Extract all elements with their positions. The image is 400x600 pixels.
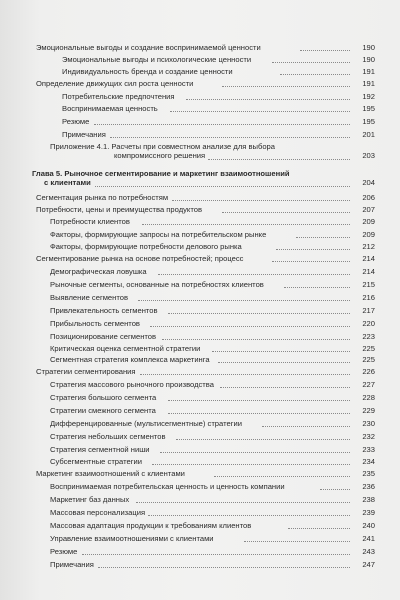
- dot-leader: [208, 159, 350, 160]
- toc-entry-title: Примечания: [62, 130, 106, 139]
- toc-entry-title: Факторы, формирующие запросы на потребительском рынке: [50, 230, 267, 239]
- dot-leader: [110, 137, 350, 138]
- toc-entry-title: Факторы, формирующие потребности делового рынка: [50, 242, 242, 251]
- toc-entry-title: Индивидуальность бренда и создание ценности: [62, 67, 233, 76]
- toc-entry-page: 195: [362, 104, 375, 113]
- dot-leader: [160, 452, 350, 453]
- toc-entry-title: Управление взаимоотношениями с клиентами: [50, 534, 214, 543]
- dot-leader: [172, 200, 350, 201]
- toc-entry-page: 190: [362, 55, 375, 64]
- toc-entry-page: 232: [362, 432, 375, 441]
- dot-leader: [158, 274, 350, 275]
- toc-entry-title: Демографическая ловушка: [50, 267, 147, 276]
- toc-entry-page: 238: [362, 495, 375, 504]
- toc-entry-title: Стратегия сегментной ниши: [50, 445, 150, 454]
- toc-entry-title: Стратегия массового рыночного производства: [50, 380, 214, 389]
- toc-entry-title: Выявление сегментов: [50, 293, 128, 302]
- toc-entry-page: 192: [362, 92, 375, 101]
- dot-leader: [276, 249, 350, 250]
- toc-entry-page: 229: [362, 406, 375, 415]
- dot-leader: [95, 186, 350, 187]
- dot-leader: [220, 387, 350, 388]
- toc-entry-title: Потребности, цены и преимущества продуктов: [36, 205, 202, 214]
- dot-leader: [82, 554, 350, 555]
- dot-leader: [168, 413, 350, 414]
- toc-entry-page: 228: [362, 393, 375, 402]
- toc-entry-page: 216: [362, 293, 375, 302]
- toc-entry-page: 226: [362, 367, 375, 376]
- dot-leader: [148, 515, 350, 516]
- toc-entry-page: 240: [362, 521, 375, 530]
- toc-entry-title: Субсегментные стратегии: [50, 457, 142, 466]
- toc-entry-page: 217: [362, 306, 375, 315]
- toc-entry-page: 225: [362, 355, 375, 364]
- toc-entry-page: 227: [362, 380, 375, 389]
- dot-leader: [300, 50, 350, 51]
- dot-leader: [296, 237, 350, 238]
- toc-entry-page: 239: [362, 508, 375, 517]
- toc-entry-page: 203: [362, 151, 375, 160]
- dot-leader: [136, 502, 350, 503]
- toc-entry-title: Определение движущих сил роста ценности: [36, 79, 194, 88]
- toc-entry-title: Стратегия большого сегмента: [50, 393, 157, 402]
- toc-entry-title: Позиционирование сегментов: [50, 332, 157, 341]
- dot-leader: [168, 400, 350, 401]
- toc-entry-page: 230: [362, 419, 375, 428]
- dot-leader: [142, 224, 350, 225]
- dot-leader: [244, 541, 350, 542]
- toc-entry-page: 225: [362, 344, 375, 353]
- dot-leader: [280, 74, 350, 75]
- toc-entry-page: 223: [362, 332, 375, 341]
- dot-leader: [170, 111, 350, 112]
- chapter-title-continued: с клиентами: [44, 177, 91, 187]
- toc-entry-page: 214: [362, 254, 375, 263]
- toc-entry-title: Дифференцированные (мультисегментные) стратегии: [50, 419, 242, 428]
- toc-entry-title: Воспринимаемая ценность: [62, 104, 158, 113]
- chapter-title: Глава 5. Рыночное сегментирование и маркетинг взаимоотношений: [32, 169, 290, 178]
- toc-entry-page: 204: [362, 178, 375, 187]
- toc-entry-title: Привлекательность сегментов: [50, 306, 158, 315]
- toc-entry-page: 234: [362, 457, 375, 466]
- toc-entry-page: 209: [362, 230, 375, 239]
- toc-entry-title: Массовая персонализация: [50, 508, 146, 517]
- toc-entry-title: Сегментация рынка по потребностям: [36, 193, 169, 202]
- toc-entry-page: 201: [362, 130, 375, 139]
- toc-entry-page: 207: [362, 205, 375, 214]
- dot-leader: [212, 351, 350, 352]
- toc-entry-page: 235: [362, 469, 375, 478]
- dot-leader: [162, 339, 350, 340]
- dot-leader: [222, 212, 350, 213]
- toc-entry-title: Резюме: [62, 117, 90, 126]
- toc-entry-title: Резюме: [50, 547, 78, 556]
- toc-entry-page: 191: [362, 67, 375, 76]
- toc-entry-title: Воспринимаемая потребительская ценность и ценность компании: [50, 482, 285, 491]
- toc-entry-title: Приложение 4.1. Расчеты при совместном анализе для выбора: [50, 142, 275, 151]
- toc-entry-page: 191: [362, 79, 375, 88]
- toc-entry-page: 220: [362, 319, 375, 328]
- toc-entry-title: Сегментирование рынка на основе потребностей; процесс: [36, 254, 244, 263]
- dot-leader: [272, 62, 350, 63]
- toc-entry-title: Критическая оценка сегментной стратегии: [50, 344, 201, 353]
- toc-entry-title: Сегментная стратегия комплекса маркетинга: [50, 355, 210, 364]
- toc-entry-title-continued: компромиссного решения: [114, 150, 206, 160]
- dot-leader: [150, 326, 350, 327]
- toc-entry-title: Примечания: [50, 560, 94, 569]
- toc-entry-page: 190: [362, 43, 375, 52]
- toc-entry-page: 215: [362, 280, 375, 289]
- dot-leader: [138, 300, 350, 301]
- toc-entry-title: Стратегия небольших сегментов: [50, 432, 166, 441]
- dot-leader: [94, 124, 350, 125]
- toc-entry-title: Рыночные сегменты, основанные на потребностях клиентов: [50, 280, 264, 289]
- toc-entry-page: 209: [362, 217, 375, 226]
- toc-entry-page: 236: [362, 482, 375, 491]
- toc-entry-page: 214: [362, 267, 375, 276]
- toc-entry-page: 247: [362, 560, 375, 569]
- toc-entry-page: 212: [362, 242, 375, 251]
- dot-leader: [218, 362, 350, 363]
- toc-entry-page: 206: [362, 193, 375, 202]
- toc-entry-title: Эмоциональные выгоды и психологические ценности: [62, 55, 252, 64]
- toc-entry-title: Потребительские предпочтения: [62, 92, 175, 101]
- toc-entry-title: Стратегии смежного сегмента: [50, 406, 156, 415]
- toc-entry-title: Маркетинг баз данных: [50, 495, 130, 504]
- toc-entry-title: Потребности клиентов: [50, 217, 130, 226]
- toc-entry-title: Стратегии сегментирования: [36, 367, 136, 376]
- toc-entry-page: 195: [362, 117, 375, 126]
- dot-leader: [288, 528, 350, 529]
- dot-leader: [140, 374, 350, 375]
- dot-leader: [262, 426, 350, 427]
- dot-leader: [176, 439, 350, 440]
- dot-leader: [98, 567, 350, 568]
- dot-leader: [284, 287, 350, 288]
- dot-leader: [222, 86, 350, 87]
- toc-entry-page: 233: [362, 445, 375, 454]
- toc-entry-page: 241: [362, 534, 375, 543]
- toc-entry-page: 243: [362, 547, 375, 556]
- dot-leader: [168, 313, 350, 314]
- dot-leader: [214, 476, 350, 477]
- dot-leader: [186, 99, 350, 100]
- toc-entry-title: Эмоциональные выгоды и создание воспринимаемой ценности: [36, 43, 261, 52]
- toc-entry-title: Прибыльность сегментов: [50, 319, 140, 328]
- dot-leader: [152, 464, 350, 465]
- dot-leader: [320, 489, 350, 490]
- dot-leader: [272, 261, 350, 262]
- toc-entry-title: Массовая адаптация продукции к требованиям клиентов: [50, 521, 252, 530]
- toc-entry-title: Маркетинг взаимоотношений с клиентами: [36, 469, 185, 478]
